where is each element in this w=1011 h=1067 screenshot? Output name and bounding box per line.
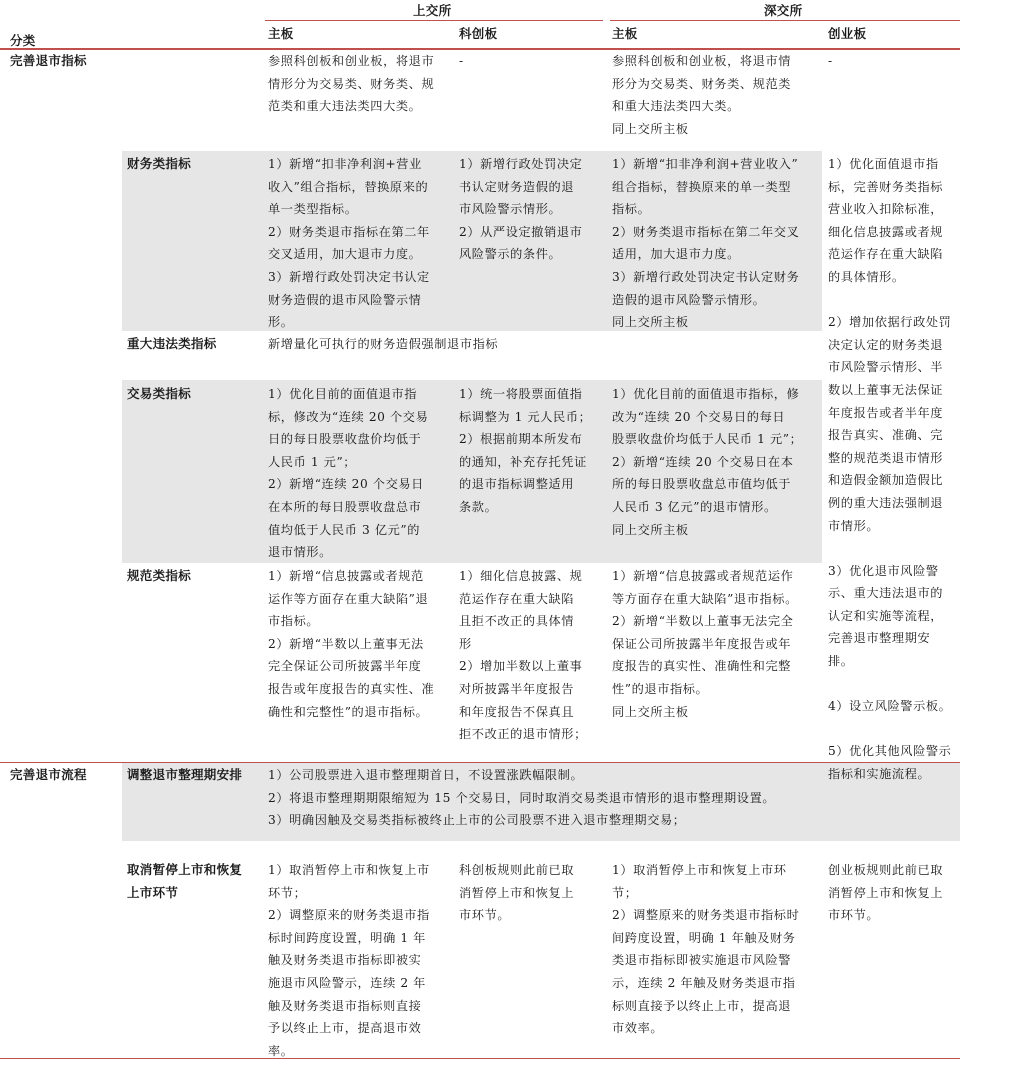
norm-indicator-label: 规范类指标: [127, 568, 192, 583]
sse-group-header: 上交所: [413, 3, 452, 18]
norm-sz-main: 1）新增“信息披露或者规范运作 等方面存在重大缺陷”退市指标。 2）新增“半数以上董事无法完全 保证公司所披露半年度报告或年 度报告的真实性、准确性和完整 性”的退市指标。 同上交所主板: [612, 569, 798, 719]
cancel-sz-main: 1）取消暂停上市和恢复上市环 节； 2）调整原来的财务类退市指标时 间跨度设置，明确 1 年触及财务 类退市指标即被实施退市风险警 示，连续 2 年触及财务类退市指 标则直接予以终止上市，提高退 市效率。: [612, 863, 800, 1036]
overview-star: -: [459, 54, 464, 68]
trading-indicator-label: 交易类指标: [127, 386, 192, 401]
sse-group-rule: [265, 20, 603, 21]
sse-main-board-header: 主板: [268, 26, 294, 41]
norm-sse-main: 1）新增“信息披露或者规范 运作等方面存在重大缺陷”退 市指标。 2）新增“半数以上董事无法 完全保证公司所披露半年度 报告或年度报告的真实性、准 确性和完整性”的退市指标。: [268, 569, 435, 719]
star-market-header: 科创板: [459, 26, 498, 41]
chinext-header: 创业板: [828, 26, 867, 41]
finance-star: 1）新增行政处罚决定 书认定财务造假的退 市风险警示情形。 2）从严设定撤销退市 风险警示的条件。: [459, 157, 583, 262]
cancel-suspension-label: 取消暂停上市和恢复 上市环节: [127, 862, 243, 900]
section-divider-rule: [0, 762, 960, 763]
illegal-indicator-label: 重大违法类指标: [127, 336, 217, 351]
arrange-text: 1）公司股票进入退市整理期首日，不设置涨跌幅限制。 2）将退市整理期期限缩短为 15 个交易日，同时取消交易类退市情形的退市整理期设置。 3）明确因触及交易类指标被终止上市的公司股票不进入退市整理期交易；: [268, 768, 776, 828]
trading-sz-main: 1）优化目前的面值退市指标，修 改为“连续 20 个交易日的每日 股票收盘价均低于人民币 1 元”； 2）新增“连续 20 个交易日在本 所的每日股票收盘总市值均低于 人民币 3 亿元”的退市情形。 同上交所主板: [612, 387, 803, 537]
trading-star: 1）统一将股票面值指 标调整为 1 元人民币； 2）根据前期本所发布 的通知，补充存托凭证 的退市指标调整适用 条款。: [459, 387, 592, 514]
norm-star: 1）细化信息披露、规 范运作存在重大缺陷 且拒不改正的具体情 形 2）增加半数以上董事 对所披露半年度报告 和年度报告不保真且 拒不改正的退市情形；: [459, 569, 587, 742]
overview-sse-main: 参照科创板和创业板，将退市 情形分为交易类、财务类、规 范类和重大违法类四大类。: [268, 54, 435, 114]
table-bottom-rule: [0, 1058, 960, 1059]
szse-group-header: 深交所: [764, 3, 803, 18]
chinext-indicator-summary: 1）优化面值退市指 标，完善财务类指标 营业收入扣除标准， 细化信息披露或者规 范运作存在重大缺陷 的具体情形。 2）增加依据行政处罚 决定认定的财务类退 市风险警示情形、半 数以上董事无法保证 年度报告或者半年度 报告真实、准确、完 整的规范类退市情形 和造假金额加造假比 例的重大违法强制退 市情形。 3）优化退市风险警 示、重大违法退市的 认定和实施等流程， 完善退市整理期安 排。 4）设立风险警示板。 5）优化其他风险警示 指标和实施流程。: [828, 157, 952, 782]
finance-sz-main: 1）新增“扣非净利润+营业收入” 组合指标，替换原来的单一类型 指标。 2）财务类退市指标在第二年交叉 适用，加大退市力度。 3）新增行政处罚决定书认定财务 造假的退市风险警示情形。 同上交所主板: [612, 157, 800, 330]
finance-indicator-label: 财务类指标: [127, 156, 192, 171]
overview-chinext: -: [828, 54, 833, 68]
category-header: 分类: [10, 33, 36, 48]
illegal-indicator-text: 新增量化可执行的财务造假强制退市指标: [268, 337, 499, 351]
finance-sse-main: 1）新增“扣非净利润+营业 收入”组合指标，替换原来的 单一类型指标。 2）财务类退市指标在第二年 交叉适用，加大退市力度。 3）新增行政处罚决定书认定 财务造假的退市风险警示情 形。: [268, 157, 430, 330]
arrange-label: 调整退市整理期安排: [127, 767, 243, 782]
cancel-chinext: 创业板规则此前已取 消暂停上市和恢复上 市环节。: [828, 863, 944, 923]
trading-sse-main: 1）优化目前的面值退市指 标，修改为“连续 20 个交易 日的每日股票收盘价均低于 人民币 1 元”； 2）新增“连续 20 个交易日 在本所的每日股票收盘总市 值均低于人民币 3 亿元”的 退市情形。: [268, 387, 429, 560]
sz-main-board-header: 主板: [612, 26, 638, 41]
header-bottom-rule: [0, 48, 960, 50]
szse-group-rule: [610, 20, 960, 21]
section-label-delisting-indicators: 完善退市指标: [10, 53, 87, 68]
section-label-delisting-process: 完善退市流程: [10, 767, 87, 782]
overview-sz-main: 参照科创板和创业板，将退市情 形分为交易类、财务类、规范类 和重大违法类四大类。 同上交所主板: [612, 54, 792, 136]
cancel-sse-main: 1）取消暂停上市和恢复上市 环节； 2）调整原来的财务类退市指 标时间跨度设置，明确 1 年 触及财务类退市指标即被实 施退市风险警示，连续 2 年 触及财务类退市指标则直接 予以终止上市，提高退市效 率。: [268, 863, 430, 1058]
cancel-star: 科创板规则此前已取 消暂停上市和恢复上 市环节。: [459, 863, 575, 923]
